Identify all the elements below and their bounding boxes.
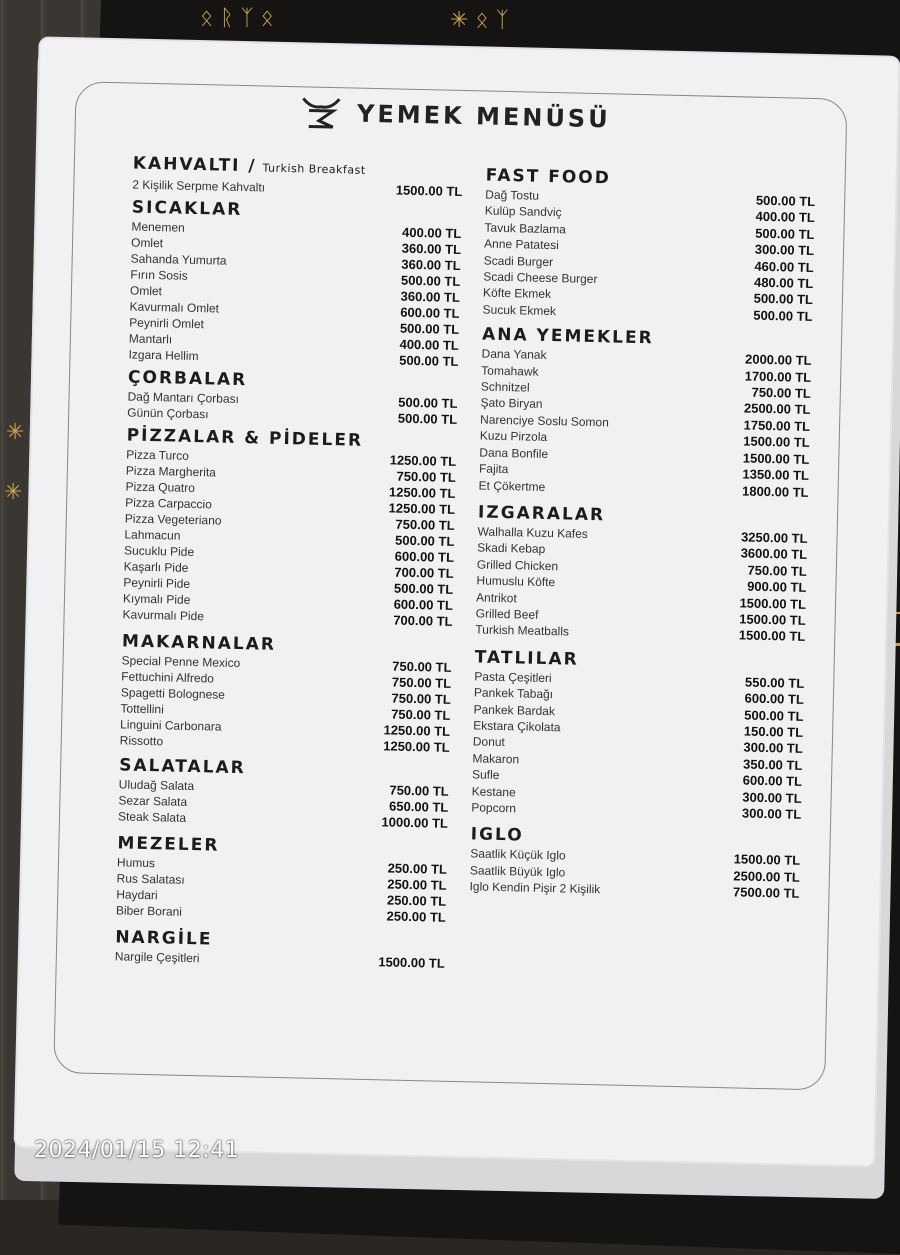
item-name: Sezar Salata	[118, 793, 188, 809]
item-name: Izgara Hellim	[128, 347, 199, 364]
item-price: 250.00 TL	[386, 908, 447, 925]
item-name: Linguini Carbonara	[119, 717, 222, 734]
item-name: Humuslu Köfte	[476, 573, 556, 590]
item-price: 300.00 TL	[741, 805, 802, 822]
item-name: Humus	[116, 855, 156, 871]
rune-glyph-icon: ✳	[6, 420, 25, 445]
item-name: Uludağ Salata	[118, 777, 195, 794]
menu-section	[471, 646, 805, 823]
item-price: 360.00 TL	[401, 240, 462, 257]
item-price: 500.00 TL	[394, 532, 455, 549]
item-price: 1800.00 TL	[741, 482, 809, 500]
item-price: 3600.00 TL	[740, 545, 808, 563]
item-price: 550.00 TL	[744, 674, 805, 691]
item-name: Tomahawk	[481, 363, 539, 379]
item-price: 750.00 TL	[395, 516, 455, 533]
left-menu-column	[115, 149, 463, 972]
item-name: Turkish Meatballs	[475, 622, 570, 639]
item-name: Dağ Mantarı Çorbası	[127, 389, 240, 406]
menu-section	[116, 832, 448, 925]
item-name: Kavurmalı Omlet	[129, 299, 220, 316]
item-name: Pizza Turco	[126, 447, 190, 463]
item-name: Scadi Burger	[483, 253, 554, 269]
item-price: 750.00 TL	[396, 468, 456, 485]
item-price: 1000.00 TL	[381, 814, 449, 831]
item-price: 2500.00 TL	[743, 400, 811, 418]
item-price: 500.00 TL	[399, 320, 460, 337]
section-title-text: MEZELER	[117, 833, 220, 856]
item-name: Pankek Bardak	[473, 701, 556, 718]
section-title-text: FAST FOOD	[485, 165, 612, 189]
item-name: Kaşarlı Pide	[123, 559, 189, 575]
item-name: Scadi Cheese Burger	[483, 269, 598, 287]
item-name: Schnitzel	[480, 379, 530, 395]
item-price: 1500.00 TL	[743, 433, 810, 451]
item-price: 400.00 TL	[399, 336, 459, 353]
item-name: Şato Biryan	[480, 395, 543, 412]
item-price: 360.00 TL	[401, 256, 461, 273]
item-name: Kavurmalı Pide	[122, 607, 205, 624]
item-price: 500.00 TL	[400, 272, 461, 289]
item-price: 1250.00 TL	[389, 452, 457, 469]
item-name: Haydari	[116, 887, 158, 903]
menu-section	[122, 424, 456, 629]
item-name: Iglo Kendin Pişir 2 Kişilik	[469, 879, 601, 897]
item-name: Fajita	[478, 461, 509, 477]
item-name: Pizza Carpaccio	[125, 495, 213, 512]
item-name: Antrikot	[475, 589, 517, 605]
item-name: Sufle	[471, 767, 500, 783]
item-name: Grilled Beef	[475, 606, 539, 622]
menu-section	[482, 165, 815, 326]
item-price: 750.00 TL	[392, 658, 452, 675]
item-price: 1500.00 TL	[739, 611, 806, 628]
rune-glyph-icon: ᛟ ᚱ ᛉ ᛟ	[200, 6, 274, 31]
item-name: Pizza Vegeteriano	[124, 511, 222, 528]
item-name: Günün Çorbası	[127, 405, 209, 422]
item-price: 750.00 TL	[389, 782, 449, 799]
item-price: 500.00 TL	[753, 291, 814, 308]
section-title-text: SALATALAR	[118, 755, 246, 779]
item-name: Sahanda Yumurta	[130, 251, 227, 268]
item-name: Sucuk Ekmek	[482, 302, 557, 319]
item-name: Makaron	[472, 751, 520, 767]
menu-title: YEMEK MENÜSÜ	[356, 99, 611, 134]
item-price: 1500.00 TL	[733, 851, 801, 869]
item-name: Narenciye Soslu Somon	[479, 412, 610, 430]
item-name: Et Çökertme	[478, 477, 546, 494]
item-name: Rissotto	[119, 733, 164, 749]
item-name: Pizza Quatro	[125, 479, 196, 496]
item-price: 3250.00 TL	[740, 529, 808, 546]
item-name: Biber Borani	[115, 903, 183, 919]
menu-section	[475, 501, 808, 645]
rune-glyph-icon: ✳ ᛟ ᛉ	[450, 8, 509, 33]
item-name: Kuzu Pirzola	[479, 428, 548, 445]
item-price: 1500.00 TL	[739, 594, 807, 612]
item-name: Tavuk Bazlama	[484, 220, 567, 237]
item-price: 750.00 TL	[751, 384, 811, 402]
item-price: 600.00 TL	[393, 596, 454, 613]
photo-timestamp: 2024/01/15 12:41	[34, 1138, 240, 1163]
item-price: 300.00 TL	[754, 241, 815, 259]
item-name: Fettuchini Alfredo	[121, 669, 215, 686]
item-price: 750.00 TL	[747, 562, 807, 579]
item-price: 700.00 TL	[393, 612, 453, 629]
item-price: 500.00 TL	[755, 192, 816, 210]
item-name: Skadi Kebap	[477, 540, 546, 557]
item-price: 400.00 TL	[755, 209, 815, 226]
menu-section	[478, 324, 812, 501]
item-price: 400.00 TL	[401, 224, 462, 242]
section-title-text: IZGARALAR	[477, 502, 606, 526]
item-price: 1700.00 TL	[744, 368, 812, 385]
item-name: Omlet	[130, 235, 164, 251]
item-name: Saatlik Büyük Iglo	[469, 863, 566, 880]
item-price: 650.00 TL	[388, 798, 449, 815]
section-title-text: ANA YEMEKLER	[481, 324, 654, 349]
item-price: 1750.00 TL	[743, 417, 811, 434]
item-price: 1500.00 TL	[378, 954, 445, 971]
section-title-text: PİZZALAR & PİDELER	[126, 425, 364, 451]
item-name: Peynirli Pide	[123, 575, 191, 591]
item-name: Dana Bonfile	[479, 445, 549, 461]
item-name: Peynirli Omlet	[129, 315, 205, 332]
item-name: Lahmacun	[124, 527, 181, 543]
item-name: Special Penne Mexico	[121, 653, 241, 671]
item-price: 500.00 TL	[753, 307, 813, 324]
item-price: 750.00 TL	[391, 706, 451, 723]
item-price: 500.00 TL	[393, 580, 454, 597]
item-price: 480.00 TL	[753, 274, 814, 292]
item-price: 600.00 TL	[742, 772, 803, 790]
section-title-text: NARGİLE	[115, 927, 213, 950]
item-price: 250.00 TL	[387, 876, 447, 893]
section-title-text: TATLILAR	[474, 647, 579, 670]
item-price: 1250.00 TL	[383, 738, 450, 755]
item-price: 500.00 TL	[399, 352, 459, 369]
item-name: Köfte Ekmek	[482, 285, 552, 302]
section-subtitle: Turkish Breakfast	[262, 161, 366, 177]
item-price: 600.00 TL	[400, 304, 460, 321]
item-name: Mantarlı	[128, 331, 173, 347]
item-name: Kıymalı Pide	[122, 591, 191, 607]
item-price: 2000.00 TL	[744, 351, 812, 369]
menu-section	[120, 630, 453, 755]
menu-header	[299, 94, 611, 137]
item-price: 7500.00 TL	[732, 884, 800, 902]
item-name: Spagetti Bolognese	[120, 685, 226, 702]
item-name: Dana Yanak	[481, 346, 547, 363]
item-price: 750.00 TL	[391, 674, 452, 691]
item-price: 250.00 TL	[387, 860, 448, 877]
item-name: Pasta Çeşitleri	[474, 669, 552, 685]
item-price: 1250.00 TL	[388, 500, 456, 517]
item-price: 750.00 TL	[391, 690, 451, 707]
section-title-text: ÇORBALAR	[127, 367, 248, 391]
item-name: Donut	[472, 734, 506, 750]
item-price: 1500.00 TL	[742, 450, 810, 467]
horned-logo-icon	[299, 94, 344, 131]
right-menu-column	[469, 161, 816, 903]
item-price: 460.00 TL	[754, 258, 814, 275]
menu-section	[118, 754, 450, 831]
item-name: Popcorn	[471, 800, 517, 816]
item-name: Pizza Margherita	[125, 463, 217, 480]
item-price: 500.00 TL	[755, 225, 815, 242]
item-name: Fırın Sosis	[130, 267, 188, 283]
item-price: 300.00 TL	[743, 739, 803, 757]
item-price: 2500.00 TL	[733, 868, 801, 885]
item-name: Nargile Çeşitleri	[114, 949, 200, 966]
item-price: 1500.00 TL	[738, 627, 806, 645]
item-name: Grilled Chicken	[476, 557, 559, 574]
item-name: Anne Patatesi	[483, 236, 559, 253]
item-name: Rus Salatası	[116, 871, 185, 887]
item-price: 250.00 TL	[386, 892, 447, 909]
section-title-text: IGLO	[470, 824, 524, 846]
item-price: 1250.00 TL	[383, 722, 451, 739]
item-name: Steak Salata	[117, 809, 187, 825]
item-name: 2 Kişilik Serpme Kahvaltı	[132, 177, 266, 195]
item-name: Tottellini	[120, 701, 165, 717]
item-name: Kulüp Sandviç	[484, 203, 562, 220]
section-title-text: KAHVALTI /	[132, 153, 257, 177]
item-price: 700.00 TL	[394, 564, 454, 581]
item-name: Menemen	[131, 219, 185, 235]
item-price: 150.00 TL	[743, 723, 804, 740]
item-name: Walhalla Kuzu Kafes	[477, 524, 589, 541]
menu-sheet	[16, 38, 899, 1165]
item-price: 500.00 TL	[397, 410, 458, 427]
item-price: 300.00 TL	[742, 789, 802, 806]
item-name: Dağ Tostu	[485, 187, 540, 203]
item-name: Pankek Tabağı	[473, 685, 554, 702]
item-name: Sucuklu Pide	[123, 543, 195, 560]
item-price: 900.00 TL	[746, 578, 807, 596]
item-name: Ekstara Çikolata	[473, 718, 561, 735]
rune-glyph-icon: ✳	[4, 480, 23, 505]
menu-section	[127, 366, 458, 427]
menu-section	[115, 926, 446, 971]
menu-section	[132, 153, 463, 200]
item-price: 360.00 TL	[400, 288, 461, 305]
item-price: 350.00 TL	[742, 756, 803, 773]
item-price: 500.00 TL	[398, 394, 458, 411]
menu-section	[469, 824, 801, 903]
item-name: Kestane	[471, 783, 516, 799]
item-price: 1250.00 TL	[388, 484, 456, 501]
item-price: 600.00 TL	[744, 690, 805, 708]
item-price: 1500.00 TL	[395, 182, 463, 200]
item-price: 600.00 TL	[394, 548, 455, 565]
item-price: 1350.00 TL	[742, 466, 810, 484]
item-price: 500.00 TL	[744, 707, 804, 724]
item-name: Saatlik Küçük Iglo	[470, 846, 566, 863]
item-name: Omlet	[129, 283, 163, 299]
section-title-text: SICAKLAR	[131, 197, 243, 221]
menu-section	[128, 197, 462, 370]
section-title-text: MAKARNALAR	[121, 631, 277, 655]
